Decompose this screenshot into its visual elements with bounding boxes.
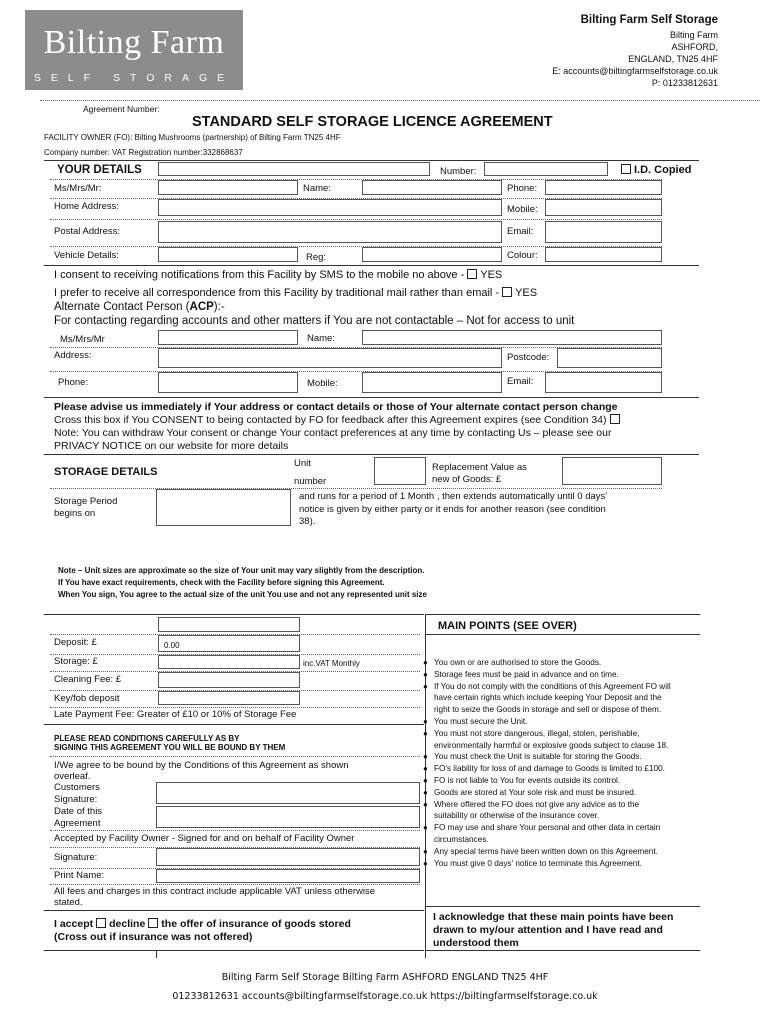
divider bbox=[44, 724, 424, 725]
mail-consent-text: I prefer to receive all correspondence from this Facility by traditional mail rather than email - bbox=[54, 287, 500, 299]
title-input[interactable] bbox=[158, 180, 298, 195]
owner-signature-label: Signature: bbox=[54, 852, 98, 863]
acp-postcode-input[interactable] bbox=[557, 348, 662, 368]
read-conditions-2: SIGNING THIS AGREEMENT YOU WILL BE BOUND BY THEM bbox=[54, 743, 286, 752]
acp-postcode-label: Postcode: bbox=[507, 352, 550, 363]
agreement-date-input[interactable] bbox=[156, 806, 420, 828]
main-point-line: FO is not liable to You for events outside its control. bbox=[434, 776, 621, 785]
acp-phone-label: Phone: bbox=[58, 377, 89, 388]
acknowledge-text-3: understood them bbox=[433, 937, 519, 949]
owner-signature-input[interactable] bbox=[156, 848, 420, 866]
bullet-icon: ● bbox=[423, 681, 428, 691]
company-address-2: ASHFORD, bbox=[671, 42, 718, 52]
main-point-line: FO may use and share Your personal and other data in certain bbox=[434, 823, 661, 833]
company-address-1: Bilting Farm bbox=[669, 30, 718, 40]
print-name-input[interactable] bbox=[156, 869, 420, 883]
company-name: Bilting Farm Self Storage bbox=[580, 14, 718, 26]
insurance-decline-checkbox[interactable] bbox=[148, 918, 158, 928]
home-address-input[interactable] bbox=[158, 199, 502, 216]
acp-mobile-input[interactable] bbox=[362, 372, 502, 393]
bullet-icon: ● bbox=[423, 823, 428, 833]
acp-name-label: Name: bbox=[307, 333, 335, 344]
main-point-line: Storage fees must be paid in advance and on time. bbox=[434, 669, 619, 679]
keyfob-label: Key/fob deposit bbox=[54, 693, 120, 704]
main-point-line: right to seize the Goods in storage and sell or dispose of them. bbox=[434, 705, 662, 715]
divider bbox=[50, 830, 420, 831]
header-divider bbox=[40, 100, 760, 101]
privacy-note: PRIVACY NOTICE on our website for more details bbox=[54, 440, 289, 452]
mobile-label: Mobile: bbox=[507, 204, 538, 215]
bullet-icon: ● bbox=[423, 776, 428, 785]
divider bbox=[50, 219, 662, 220]
storage-fee-input[interactable] bbox=[158, 655, 300, 669]
runs-text-2: notice is given by either party or it ends for another reason (see condition bbox=[299, 504, 606, 515]
fees-vat-note-2: stated. bbox=[54, 897, 83, 908]
unit-label: Unit bbox=[294, 458, 311, 469]
main-point-line: You own or are authorised to store the Goods. bbox=[434, 658, 602, 667]
unit-number-input[interactable] bbox=[374, 457, 426, 485]
keyfob-input[interactable] bbox=[158, 691, 300, 705]
main-point-line: environmentally harmful or explosive goods subject to clause 18. bbox=[434, 740, 669, 750]
date-label-2: Agreement bbox=[54, 818, 101, 829]
period-label-1: Storage Period bbox=[54, 496, 118, 507]
id-copied bbox=[618, 164, 691, 176]
bullet-icon: ● bbox=[423, 658, 428, 667]
acknowledge-text-1: I acknowledge that these main points have been bbox=[433, 911, 674, 923]
customer-signature-label-2: Signature: bbox=[54, 794, 98, 805]
mail-consent-checkbox[interactable] bbox=[502, 287, 512, 297]
logo-subtitle: SELF STORAGE bbox=[33, 72, 235, 84]
divider bbox=[50, 707, 420, 708]
insurance-accept-checkbox[interactable] bbox=[96, 918, 106, 928]
insurance-choice bbox=[54, 918, 351, 930]
insurance-note: (Cross out if insurance was not offered) bbox=[54, 931, 253, 943]
home-address-label: Home Address: bbox=[54, 201, 119, 212]
bullet-icon: ● bbox=[423, 752, 428, 762]
feedback-consent-checkbox[interactable] bbox=[610, 414, 620, 424]
cleaning-fee-label: Cleaning Fee: £ bbox=[54, 674, 122, 685]
bullet-icon: ● bbox=[423, 799, 428, 809]
late-fee: Late Payment Fee: Greater of £10 or 10% of Storage Fee bbox=[54, 709, 297, 720]
acp-heading-post: ):- bbox=[213, 301, 225, 313]
your-details-heading: YOUR DETAILS bbox=[57, 164, 142, 176]
insurance-accept-label: I accept bbox=[54, 918, 94, 930]
deposit-label: Deposit: £ bbox=[54, 637, 97, 648]
main-point-line: FO's liability for loss of and damage to Goods is limited to £100. bbox=[434, 764, 665, 774]
divider bbox=[44, 160, 699, 161]
acp-email-input[interactable] bbox=[545, 372, 662, 393]
feedback-consent bbox=[54, 414, 623, 426]
fees-vat-note-1: All fees and charges in this contract include applicable VAT unless otherwise bbox=[54, 886, 376, 897]
company-number-input[interactable] bbox=[484, 162, 608, 176]
acp-purpose: For contacting regarding accounts and other matters if You are not contactable – Not for access to unit bbox=[54, 315, 575, 327]
advise-notice: Please advise us immediately if Your address or contact details or those of Your alternate contact person change bbox=[54, 401, 618, 413]
footer-address: Bilting Farm Self Storage Bilting Farm ASHFORD ENGLAND TN25 4HF bbox=[221, 972, 549, 983]
company-email: E: accounts@biltingfarmselfstorage.co.uk bbox=[552, 66, 718, 76]
main-point-line: Any special terms have been written down on this Agreement. bbox=[434, 846, 658, 856]
number-label: Number: bbox=[440, 166, 477, 177]
bullet-icon: ● bbox=[423, 858, 428, 868]
main-point-line: Where offered the FO does not give any advice as to the bbox=[434, 799, 640, 809]
bullet-icon: ● bbox=[423, 728, 428, 738]
colour-label: Colour: bbox=[507, 250, 538, 261]
vehicle-label: Vehicle Details: bbox=[54, 250, 119, 261]
acp-phone-input[interactable] bbox=[158, 372, 298, 393]
main-point-line: Goods are stored at Your sole risk and must be insured. bbox=[434, 787, 637, 797]
email-input[interactable] bbox=[545, 221, 662, 243]
sms-consent-checkbox[interactable] bbox=[467, 269, 477, 279]
main-points-heading: MAIN POINTS (SEE OVER) bbox=[438, 620, 577, 632]
period-start-input[interactable] bbox=[156, 489, 291, 526]
divider bbox=[44, 265, 699, 266]
runs-text-3: 38). bbox=[299, 516, 316, 527]
insurance-offer-label: the offer of insurance of goods stored bbox=[161, 918, 351, 930]
phone-input[interactable] bbox=[545, 180, 662, 195]
divider bbox=[50, 756, 420, 757]
postal-address-input[interactable] bbox=[158, 221, 502, 243]
divider bbox=[425, 634, 700, 635]
divider bbox=[425, 614, 700, 615]
divider bbox=[425, 950, 700, 951]
bullet-icon: ● bbox=[423, 764, 428, 774]
deposit-value: 0.00 bbox=[164, 641, 180, 650]
storage-fee-label: Storage: £ bbox=[54, 656, 98, 667]
divider bbox=[44, 950, 424, 951]
storage-details-heading: STORAGE DETAILS bbox=[54, 466, 158, 478]
company-phone: P: 01233812631 bbox=[651, 78, 718, 88]
acp-heading-bold: ACP bbox=[189, 301, 214, 313]
mobile-input[interactable] bbox=[545, 199, 662, 216]
read-conditions-1: PLEASE READ CONDITIONS CAREFULLY AS BY bbox=[54, 734, 240, 743]
sms-consent-text: I consent to receiving notifications from this Facility by SMS to the mobile no above - bbox=[54, 269, 465, 281]
page-title: STANDARD SELF STORAGE LICENCE AGREEMENT bbox=[192, 114, 553, 130]
customer-signature-input[interactable] bbox=[156, 782, 420, 804]
main-point-line: If You do not comply with the conditions of this Agreement FO will bbox=[434, 681, 671, 691]
period-label-2: begins on bbox=[54, 508, 96, 519]
bullet-icon: ● bbox=[423, 787, 428, 797]
acp-title-input[interactable] bbox=[158, 330, 298, 345]
vehicle-input[interactable] bbox=[158, 247, 298, 262]
id-copied-checkbox[interactable] bbox=[621, 164, 631, 174]
acp-heading-pre: Alternate Contact Person ( bbox=[54, 301, 190, 313]
reg-input[interactable] bbox=[362, 247, 502, 262]
main-point-line: circumstances. bbox=[434, 835, 489, 844]
divider bbox=[44, 397, 699, 398]
replacement-label-2: new of Goods: £ bbox=[432, 474, 502, 485]
customer-signature-label-1: Customers bbox=[54, 782, 100, 793]
postal-address-label: Postal Address: bbox=[54, 226, 121, 237]
sms-consent bbox=[54, 269, 502, 281]
mail-consent-yes: YES bbox=[515, 287, 538, 299]
colour-input[interactable] bbox=[545, 247, 662, 262]
name-input[interactable] bbox=[362, 180, 502, 195]
logo bbox=[25, 10, 243, 90]
bullet-icon: ● bbox=[423, 846, 428, 856]
divider bbox=[44, 910, 424, 911]
company-name-input[interactable] bbox=[158, 162, 430, 176]
divider bbox=[50, 884, 420, 885]
mail-consent bbox=[54, 287, 537, 299]
acp-email-label: Email: bbox=[507, 376, 534, 387]
phone-label: Phone: bbox=[507, 183, 538, 194]
reg-label: Reg: bbox=[306, 252, 327, 263]
accepted-by-owner: Accepted by Facility Owner - Signed for and on behalf of Facility Owner bbox=[54, 833, 355, 844]
logo-title: Bilting Farm bbox=[43, 24, 225, 61]
acp-address-input[interactable] bbox=[158, 348, 502, 368]
main-point-line: You must not store dangerous, illegal, stolen, perishable, bbox=[434, 728, 640, 738]
divider bbox=[50, 488, 662, 489]
agree-text-1: I/We agree to be bound by the Conditions of this Agreement as shown bbox=[54, 760, 349, 771]
replacement-label-1: Replacement Value as bbox=[432, 462, 527, 473]
main-point-line: You must secure the Unit. bbox=[434, 717, 528, 726]
insurance-decline-label: decline bbox=[109, 918, 146, 930]
unit-number-label: number bbox=[294, 476, 327, 487]
acp-address-label: Address: bbox=[54, 350, 92, 361]
divider bbox=[425, 906, 700, 907]
runs-text-1: and runs for a period of 1 Month , then extends automatically until 0 days' bbox=[299, 491, 608, 502]
company-number: Company number: VAT Registration number:332868637 bbox=[44, 148, 243, 157]
footer-contact: 01233812631 accounts@biltingfarmselfstorage.co.uk https://biltingfarmselfstorage.co.uk bbox=[172, 991, 598, 1002]
unit-size-note-3: When You sign, You agree to the actual size of the unit You use and not any represented unit size bbox=[58, 590, 427, 599]
agree-text-2: overleaf. bbox=[54, 771, 91, 782]
agreement-number-label: Agreement Number: bbox=[83, 104, 160, 114]
acp-title-label: Ms/Mrs/Mr bbox=[60, 334, 105, 345]
divider bbox=[44, 454, 699, 455]
name-label: Name: bbox=[303, 183, 331, 194]
company-address-3: ENGLAND, TN25 4HF bbox=[628, 54, 718, 64]
main-point-line: have certain rights which include keeping Your Deposit and the bbox=[434, 693, 662, 703]
title-label: Ms/Mrs/Mr: bbox=[54, 183, 102, 194]
id-copied-label: I.D. Copied bbox=[634, 164, 692, 176]
main-point-line: You must check the Unit is suitable for storing the Goods. bbox=[434, 752, 642, 762]
date-label-1: Date of this bbox=[54, 806, 103, 817]
divider bbox=[156, 950, 157, 958]
acp-name-input[interactable] bbox=[362, 330, 662, 345]
email-label: Email: bbox=[507, 226, 534, 237]
divider bbox=[44, 614, 424, 615]
unit-size-note-1: Note – Unit sizes are approximate so the size of Your unit may vary slightly from the description. bbox=[58, 566, 425, 575]
replacement-value-input[interactable] bbox=[562, 457, 662, 485]
withdraw-note: Note: You can withdraw Your consent or change Your contact preferences at any time by contacting Us – please see our bbox=[54, 427, 612, 439]
storage-costs-heading-box bbox=[158, 617, 300, 632]
bullet-icon: ● bbox=[423, 669, 428, 679]
acp-heading bbox=[54, 301, 225, 313]
facility-owner: FACILITY OWNER (FO): Bilting Mushrooms (partnership) of Bilting Farm TN25 4HF bbox=[44, 133, 341, 142]
bullet-icon: ● bbox=[423, 717, 428, 726]
feedback-consent-text: Cross this box if You CONSENT to being contacted by FO for feedback after this Agreement expires (see Condition 34) bbox=[54, 414, 607, 426]
main-point-line: suitability or otherwise of the insurance cover. bbox=[434, 811, 600, 821]
main-point-line: You must give 0 days' notice to terminate this Agreement. bbox=[434, 858, 642, 868]
acp-mobile-label: Mobile: bbox=[307, 378, 338, 389]
unit-size-note-2: If You have exact requirements, check with the Facility before signing this Agreement. bbox=[58, 578, 385, 587]
cleaning-fee-input[interactable] bbox=[158, 672, 300, 688]
sms-consent-yes: YES bbox=[480, 269, 503, 281]
vat-monthly: inc.VAT Monthly bbox=[303, 659, 360, 668]
print-name-label: Print Name: bbox=[54, 870, 105, 881]
acknowledge-text-2: drawn to my/our attention and I have read and bbox=[433, 924, 663, 936]
